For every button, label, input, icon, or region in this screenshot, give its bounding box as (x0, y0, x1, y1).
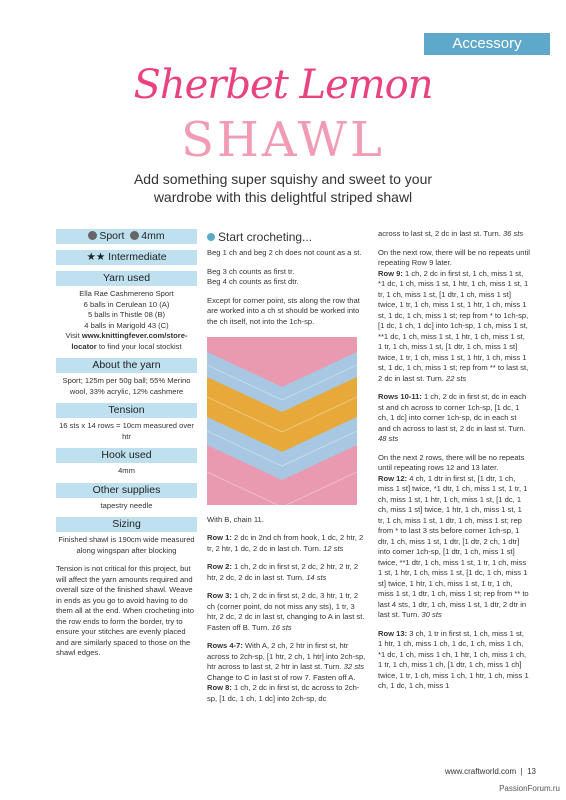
page-number: 13 (527, 767, 536, 776)
paragraph: With B, chain 11. (207, 514, 264, 524)
paragraph: On the next row, there will be no repeats until repeating Row 9 later. (378, 247, 530, 267)
tension-header: Tension (56, 403, 197, 418)
hook-used-header: Hook used (56, 448, 197, 463)
instructions-column-2 (378, 229, 530, 692)
paragraph: Except for corner point, sts along the row that are worked into a ch st should be worked into the ch itself, not into the 1ch-sp. (207, 295, 360, 326)
page-footer: www.craftworld.com | 13 (445, 767, 536, 776)
row-instruction: Row 8: 1 ch, 2 dc in first st, dc across to 2ch-sp, [1 dc, 1 ch, 1 dc] into 2ch-sp, dc (207, 683, 360, 703)
stockist-link[interactable]: www.knittingfever.com/store-locator (71, 331, 188, 351)
level-header: ★★ Intermediate (56, 250, 197, 265)
weight-label: Sport (99, 230, 125, 242)
title-line1: Sherbet Lemon (133, 62, 433, 108)
about-header: About the yarn (56, 358, 197, 373)
paragraph: Beg 1 ch and beg 2 ch does not count as a st. (207, 248, 362, 257)
stockist-suffix: to find your local stockist (98, 341, 182, 351)
row-instruction: Row 1: 2 dc in 2nd ch from hook, 1 dc, 2 htr, 2 tr, 2 htr, 1 dc, 2 dc in last ch. Turn. 12 sts (207, 533, 364, 553)
row-continued: across to last st, 2 dc in last st. Turn. 36 sts (378, 229, 524, 238)
visit-label: Visit (65, 331, 80, 340)
weight-hook-header (56, 229, 197, 244)
row-instruction: Row 13: 3 ch, 1 tr in first st, 1 ch, miss 1 st, 1 htr, 1 ch, miss 1 ch, 1 dc, 1 ch, miss 1 ch, *1 dc, 1 ch, miss 1 ch, 1 htr, 1 ch, miss 1 ch, 1 tr, 1 ch, miss 1 ch, [1 dtr, 1 ch, miss 1 ch] twice, 1 tr, 1 ch, miss 1 ch, 1 htr, 1 ch, miss 1 ch, 1 dc, 1 ch, miss 1 (378, 628, 529, 690)
tension-text: 16 sts x 14 rows = 10cm measured over htr (59, 421, 194, 441)
yarn-line: Ella Rae Cashmereno Sport (79, 289, 174, 298)
hook-text: 4mm (118, 466, 135, 475)
paragraph: Beg 4 ch counts as first dtr. (207, 277, 299, 286)
hook-label: 4mm (141, 230, 165, 242)
row-instruction: Row 2: 1 ch, 2 dc in first st, 2 dc, 2 htr, 2 tr, 2 htr, 2 dc, 2 dc in last st. Turn. 14 sts (207, 562, 359, 582)
sidebar (56, 229, 197, 659)
intro (60, 170, 506, 206)
yarn-line: 5 balls in Thistle 08 (B) (87, 310, 166, 319)
bullet-icon (207, 233, 215, 241)
yarn-ball-icon (88, 231, 97, 240)
row-instruction: Row 9: 1 ch, 2 dc in first st, 1 ch, miss 1 st, *1 dc, 1 ch, miss 1 st, 1 htr, 1 ch, miss 1 st, 1 tr, 1 ch, miss 1 st, [1 dtr, 1 ch, miss 1 st] twice, 1 tr, 1 ch, miss 1 st, 1 htr, 1 ch, miss 1 st, 1 dc, 1 ch, miss 1 st; rep from * to 1ch-sp, [1 dc, 1 ch, 1 dc] into 1ch-sp, 1 ch, miss 1 st, **1 dc, 1 ch, miss 1 st, 1 htr, 1 ch, miss 1 st, 1 tr, 1 ch, miss 1 st, [1 dtr, 1 ch, miss 1 st] twice, 1 tr, 1 ch, miss 1 st, 1 htr, 1 ch, miss 1 st, 1 dc, 1 ch, miss 1 st; rep from ** to last st, 2 dc in last st. Turn. 22 sts (378, 268, 529, 383)
note-text: Tension is not critical for this project, but will affect the yarn amounts required and overall size of the finished shawl. Weave in ends as you go to avoid having to do them all at the end. When crocheting into the row ends to form the border, try to ensure your stitches are evenly placed and are similarly spaced to those on the shawl edges. (56, 564, 195, 657)
supplies-header: Other supplies (56, 483, 197, 498)
paragraph: Beg 3 ch counts as first tr. (207, 266, 295, 276)
sizing-text: Finished shawl is 190cm wide measured along wingspan after blocking (58, 535, 195, 555)
intro-line2: wardrobe with this delightful striped shawl (153, 189, 413, 205)
row-instruction: Row 3: 1 ch, 2 dc in first st, 2 dc, 3 htr, 1 tr, 2 ch (corner point, do not miss any sts), 1 tr, 3 htr, 2 dc, 2 dc in last st, changing to A in last st. Fasten off B. Turn. 16 sts (207, 591, 365, 632)
about-text: Sport; 125m per 50g ball; 55% Merino wool, 33% acrylic, 12% cashmere (62, 376, 191, 396)
stockist-line (56, 331, 197, 352)
title-line2: SHAWL (181, 112, 385, 168)
yarn-list (56, 289, 197, 352)
paragraph: On the next 2 rows, there will be no repeats until repeating rows 12 and 13 later. (378, 452, 525, 472)
supplies-text: tapestry needle (100, 500, 153, 510)
row-instruction: Rows 4-7: With A, 2 ch, 2 htr in first st, htr across to 2ch-sp, [1 htr, 2 ch, 1 htr] into 2ch-sp, htr across to last st, 2 htr in last st. Turn. 32 sts (207, 641, 366, 671)
watermark: PassionForum.ru (499, 784, 560, 793)
section-heading (207, 229, 367, 245)
yarn-line: 6 balls in Cerulean 10 (A) (83, 299, 170, 309)
yarn-line: 4 balls in Marigold 43 (C) (84, 320, 169, 330)
hook-icon (130, 231, 139, 240)
heading-text: Start crocheting... (218, 230, 313, 244)
yarn-used-header: Yarn used (56, 271, 197, 286)
instructions-column-1 (207, 229, 367, 704)
row-instruction: Rows 10-11: 1 ch, 2 dc in first st, dc in each st and ch across to corner 1ch-sp, [1 dc, 1 ch, 1 dc] into corner 1ch-sp, dc in each st and ch across to last st, 2 dc in last st. Turn. 48 sts (378, 392, 527, 443)
footer-site[interactable]: www.craftworld.com (445, 767, 517, 776)
section-tag: Accessory (424, 33, 550, 55)
row-instruction: Change to C in last st of row 7. Fasten off A. (207, 672, 356, 682)
intro-line1: Add something super squishy and sweet to your (133, 171, 433, 187)
sizing-header: Sizing (56, 517, 197, 532)
swatch-photo (207, 337, 357, 505)
row-instruction: Row 12: 4 ch, 1 dtr in first st, [1 dtr, 1 ch, miss 1 st] twice, *1 dtr, 1 ch, miss 1 st, 1 tr, 1 ch, miss 1 st, 1 htr, 1 ch, miss 1 st, [1 dc, 1 ch, miss 1 st] twice, 1 htr, 1 ch, miss 1 st, 1 tr, 1 ch, miss 1 st, 1 dtr, 1 ch, miss 1 st; rep from * to last 3 sts before corner 1ch-sp, 1 dtr, 1 ch, miss 1 st, 1 dtr, [1 dtr, 2 ch, 1 dtr] into corner 1ch-sp, [1 dtr, 1 ch, miss 1 st] twice, **1 dtr, 1 ch, miss 1 st, 1 tr, 1 ch, miss 1 st, 1 htr, 1 ch, miss 1 st, [1 dc, 1 ch, miss 1 st] twice, 1 htr, 1 ch, miss 1 st, 1 tr, 1 ch, miss 1 st, 1 dtr, 1 ch, miss 1 st; rep from ** to last 4 sts, 1 dtr, 1 ch, miss 1 st, 1 dtr, 2 dtr in last st. Turn. 30 sts (378, 473, 529, 619)
row-list (207, 533, 367, 704)
